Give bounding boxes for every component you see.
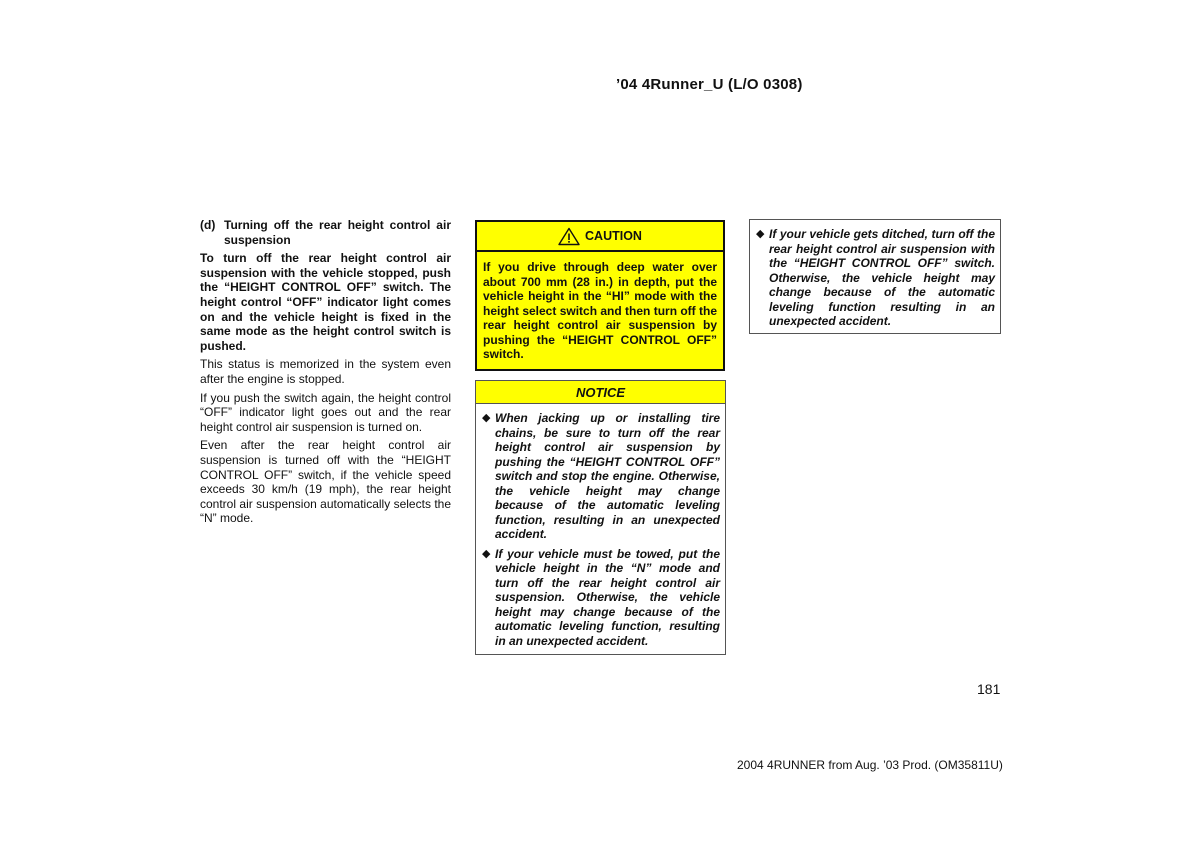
document-footer: 2004 4RUNNER from Aug. ’03 Prod. (OM35811U) xyxy=(737,758,1003,772)
notice-item xyxy=(482,547,720,649)
page-number: 181 xyxy=(977,681,1001,697)
warning-item-text: If your vehicle gets ditched, turn off the rear height control air suspension with the “HEIGHT CONTROL OFF” switch. Otherwise, the vehicle height may change because of the automatic leveling function resulting in an unexpected accident. xyxy=(769,227,995,328)
subheading-number: (d) xyxy=(200,218,216,232)
caution-title: CAUTION xyxy=(585,229,642,243)
notice-header: NOTICE xyxy=(476,381,725,404)
diamond-bullet-icon: ◆ xyxy=(482,412,491,424)
notice-body xyxy=(476,404,725,648)
document-header: ’04 4Runner_U (L/O 0308) xyxy=(616,76,803,93)
caution-box xyxy=(475,220,725,371)
caution-text: If you drive through deep water over about 700 mm (28 in.) in depth, put the vehicle height in the “HI” mode with the height select switch and then turn off the rear height control air suspension by pushing the “HEIGHT CONTROL OFF” switch. xyxy=(483,260,718,361)
body-paragraph-1: This status is memorized in the system even after the engine is stopped. xyxy=(200,357,451,386)
caution-header xyxy=(477,222,723,252)
notice-item xyxy=(482,411,720,542)
section-subheading xyxy=(200,218,451,247)
notice-box xyxy=(475,380,726,655)
ditched-warning-box xyxy=(749,219,1001,334)
notice-item-text: If your vehicle must be towed, put the vehicle height in the “N” mode and turn off the rear height control air suspension. Otherwise, the vehicle height may change because of the automatic leveling function, resulting in an unexpected accident. xyxy=(495,546,720,648)
subheading-text: Turning off the rear height control air suspension xyxy=(224,218,451,247)
warning-triangle-icon xyxy=(558,227,580,246)
notice-item-text: When jacking up or installing tire chains, be sure to turn off the rear height control air suspension by pushing the “HEIGHT CONTROL OFF” switch and stop the engine. Otherwise, the vehicle height may change because of the automatic leveling function, resulting in an unexpected accident. xyxy=(495,411,720,541)
diamond-bullet-icon: ◆ xyxy=(756,228,765,240)
body-paragraph-3: Even after the rear height control air suspension is turned off with the “HEIGHT CONTROL OFF” switch, if the vehicle speed exceeds 30 km/h (19 mph), the rear height control air suspension automatically selects the “N” mode. xyxy=(200,438,451,526)
warning-item xyxy=(756,227,995,329)
instruction-paragraph: To turn off the rear height control air suspension with the vehicle stopped, push the “HEIGHT CONTROL OFF” switch. The height control “OFF” indicator light comes on and the vehicle height is fixed in the same mode as the height control switch is pushed. xyxy=(200,251,451,353)
body-paragraph-2: If you push the switch again, the height control “OFF” indicator light goes out and the rear height control air suspension is turned on. xyxy=(200,390,451,434)
left-column xyxy=(200,218,451,530)
diamond-bullet-icon: ◆ xyxy=(482,547,491,560)
